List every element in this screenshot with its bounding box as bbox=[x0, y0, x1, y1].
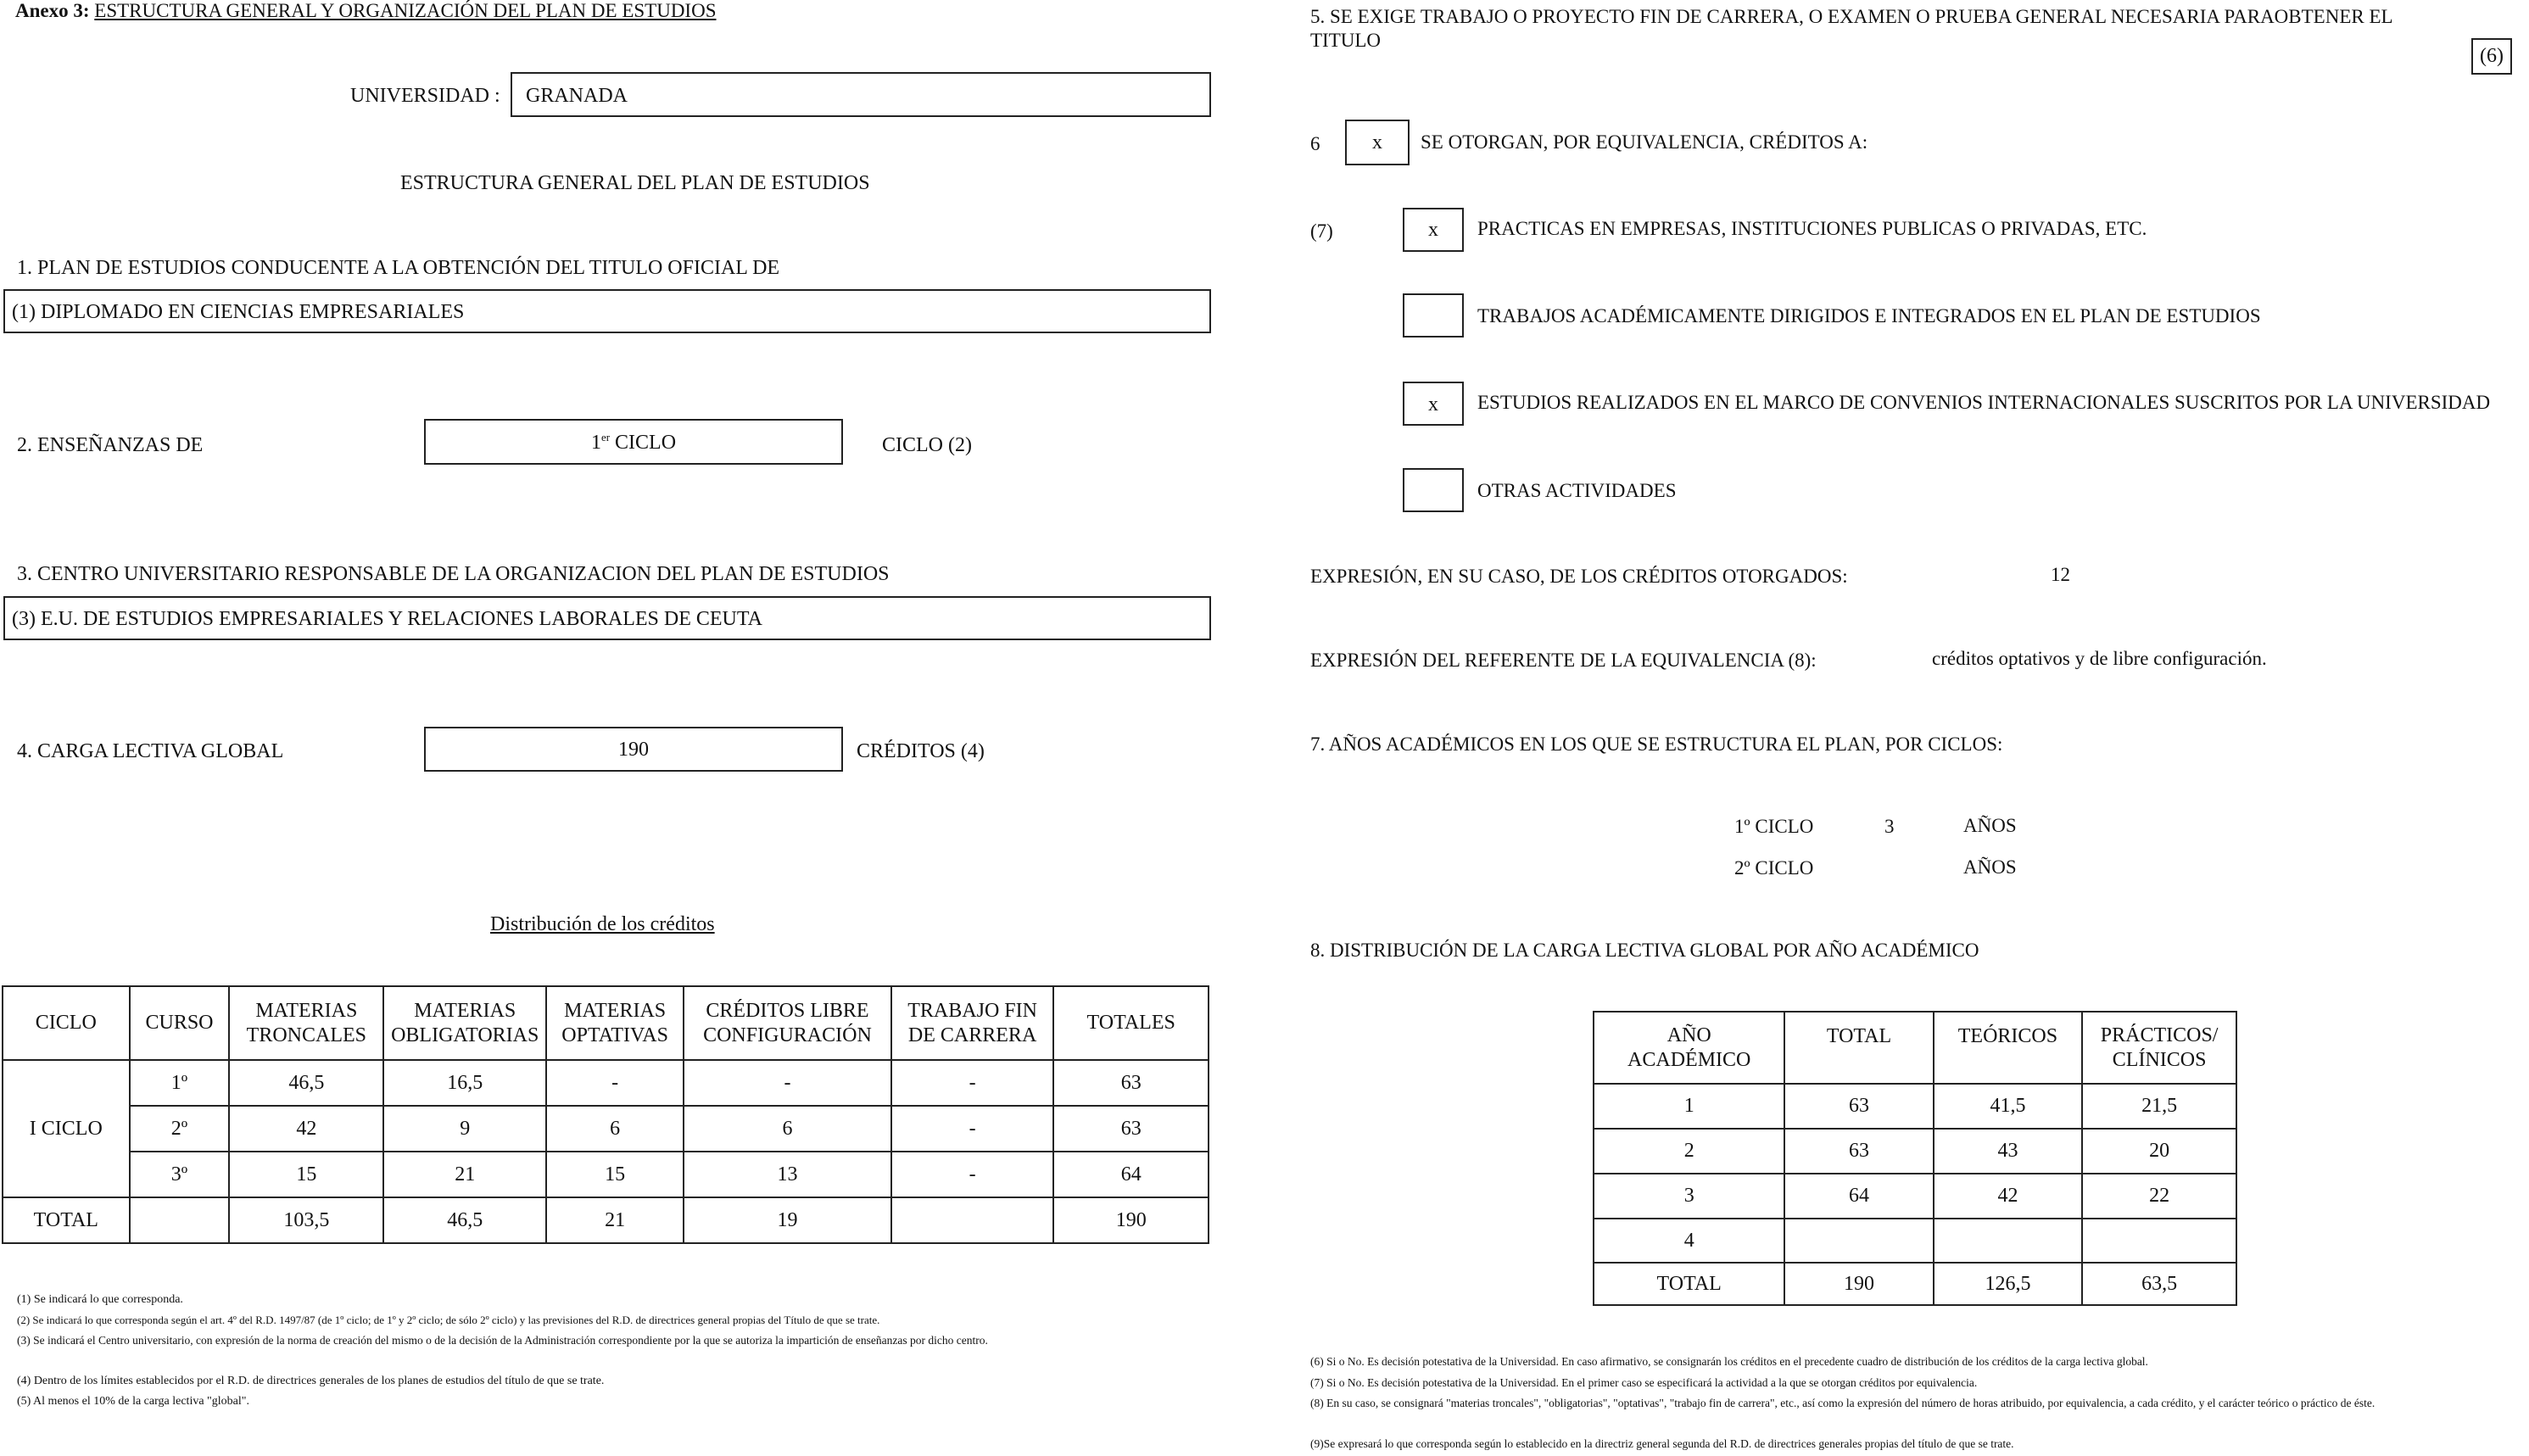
table-cell: 63 bbox=[1784, 1084, 1933, 1129]
table-cell: 6 bbox=[684, 1106, 891, 1152]
table-cell: 15 bbox=[546, 1152, 684, 1197]
header-cell: MATERIAS OBLIGATORIAS bbox=[383, 986, 546, 1060]
table-row bbox=[1594, 1174, 2236, 1219]
section-7-heading: 7. AÑOS ACADÉMICOS EN LOS QUE SE ESTRUCTURA EL PLAN, POR CICLOS: bbox=[1310, 734, 2003, 755]
ciclo-unit: AÑOS bbox=[1963, 815, 2017, 836]
ciclo-anos: 3 bbox=[1884, 816, 1895, 837]
table-cell bbox=[2082, 1219, 2236, 1263]
table-row bbox=[3, 1152, 1209, 1197]
table-cell: TOTAL bbox=[3, 1197, 130, 1243]
section-4-suffix: CRÉDITOS (4) bbox=[857, 740, 985, 762]
table-cell: - bbox=[891, 1060, 1054, 1106]
distribucion-title: Distribución de los créditos bbox=[490, 913, 715, 935]
table-cell: 2º bbox=[130, 1106, 230, 1152]
section-1-label: 1. PLAN DE ESTUDIOS CONDUCENTE A LA OBTENCIÓN DEL TITULO OFICIAL DE bbox=[17, 257, 780, 279]
ciclo-cell: I CICLO bbox=[3, 1060, 130, 1197]
table-total-row bbox=[1594, 1263, 2236, 1305]
table-cell: 19 bbox=[684, 1197, 891, 1243]
table-cell: 3º bbox=[130, 1152, 230, 1197]
header-cell: CURSO bbox=[130, 986, 230, 1060]
ensenanzas-value: 1er CICLO bbox=[590, 431, 677, 454]
expr-creditos-label: EXPRESIÓN, EN SU CASO, DE LOS CRÉDITOS OTORGADOS: bbox=[1310, 566, 1848, 587]
table-cell: 9 bbox=[383, 1106, 546, 1152]
header-cell: TOTAL bbox=[1784, 1012, 1933, 1084]
table-cell: 42 bbox=[1934, 1174, 2083, 1219]
table-cell: 1º bbox=[130, 1060, 230, 1106]
table-cell: 190 bbox=[1784, 1263, 1933, 1305]
footnote: (3) Se indicará el Centro universitario, con expresión de la norma de creación del mismo o de la decisión de la Administración correspondiente por la que se autoriza la impartición de enseñanzas por dicho centro. bbox=[17, 1334, 988, 1347]
section-4-label: 4. CARGA LECTIVA GLOBAL bbox=[17, 740, 284, 762]
centro-value: (3) E.U. DE ESTUDIOS EMPRESARIALES Y RELACIONES LABORALES DE CEUTA bbox=[12, 608, 762, 630]
table-cell: 15 bbox=[229, 1152, 383, 1197]
equivalencia-check-mark: x bbox=[1372, 131, 1382, 153]
option-check-mark: x bbox=[1428, 393, 1438, 416]
footnote: (1) Se indicará lo que corresponda. bbox=[17, 1293, 183, 1306]
ciclo-unit: AÑOS bbox=[1963, 856, 2017, 878]
table-cell: 21 bbox=[546, 1197, 684, 1243]
table-cell bbox=[891, 1197, 1054, 1243]
titulo-value: (1) DIPLOMADO EN CIENCIAS EMPRESARIALES bbox=[12, 301, 465, 323]
section-6-number: 6 bbox=[1310, 133, 1320, 154]
table-cell: 103,5 bbox=[229, 1197, 383, 1243]
header-cell: PRÁCTICOS/ CLÍNICOS bbox=[2082, 1012, 2236, 1084]
table-cell: - bbox=[546, 1060, 684, 1106]
table-cell: TOTAL bbox=[1594, 1263, 1784, 1305]
footnote: (4) Dentro de los límites establecidos por el R.D. de directrices generales de los planes de estudios del título de que se trate. bbox=[17, 1375, 605, 1387]
table-cell: 46,5 bbox=[383, 1197, 546, 1243]
table-cell: 16,5 bbox=[383, 1060, 546, 1106]
expr-ref-label: EXPRESIÓN DEL REFERENTE DE LA EQUIVALENCIA (8): bbox=[1310, 650, 1817, 671]
header-cell: MATERIAS TRONCALES bbox=[229, 986, 383, 1060]
table-row bbox=[1594, 1129, 2236, 1174]
footnote: (6) Si o No. Es decisión potestativa de la Universidad. En caso afirmativo, se consignarán los créditos en el precedente cuadro de distribución de los créditos de la carga lectiva global. bbox=[1310, 1355, 2148, 1368]
table-row bbox=[3, 1060, 1209, 1106]
section-6-text: SE OTORGAN, POR EQUIVALENCIA, CRÉDITOS A: bbox=[1421, 131, 1868, 153]
ciclo-label: 1º CICLO bbox=[1734, 816, 1814, 837]
table-cell: 126,5 bbox=[1934, 1263, 2083, 1305]
table-cell: - bbox=[891, 1152, 1054, 1197]
option-check-mark: x bbox=[1428, 219, 1438, 241]
table-cell bbox=[1784, 1219, 1933, 1263]
table-cell: 190 bbox=[1053, 1197, 1209, 1243]
table-cell: 42 bbox=[229, 1106, 383, 1152]
table-cell: 4 bbox=[1594, 1219, 1784, 1263]
option-label-otras: OTRAS ACTIVIDADES bbox=[1477, 480, 1677, 501]
ciclo-label: 2º CICLO bbox=[1734, 857, 1814, 879]
table-cell: 1 bbox=[1594, 1084, 1784, 1129]
footnote: (5) Al menos el 10% de la carga lectiva "global". bbox=[17, 1395, 249, 1408]
table-row bbox=[1594, 1084, 2236, 1129]
table-cell: 63 bbox=[1053, 1106, 1209, 1152]
table-header-row bbox=[1594, 1012, 2236, 1084]
table-cell: 20 bbox=[2082, 1129, 2236, 1174]
footnote: (2) Se indicará lo que corresponda según el art. 4º del R.D. 1497/87 (de 1º ciclo; de 1º y 2º ciclo; de sólo 2º ciclo) y las previsiones del R.D. de directrices general propias del Título de que se trate. bbox=[17, 1314, 880, 1326]
expr-creditos-value: 12 bbox=[2051, 564, 2070, 585]
option-checkbox-otras[interactable] bbox=[1403, 468, 1464, 512]
annex-heading: Anexo 3: ESTRUCTURA GENERAL Y ORGANIZACIÓN DEL PLAN DE ESTUDIOS bbox=[15, 0, 717, 21]
section-5-text: 5. SE EXIGE TRABAJO O PROYECTO FIN DE CARRERA, O EXAMEN O PRUEBA GENERAL NECESARIA PARAOBTENER EL TITULO bbox=[1310, 6, 2392, 51]
annex-title: ESTRUCTURA GENERAL Y ORGANIZACIÓN DEL PLAN DE ESTUDIOS bbox=[94, 0, 717, 21]
footnote: (8) En su caso, se consignará "materias troncales", "obligatorias", "optativas", "trabajo fin de carrera", etc., así como la expresión del número de horas atribuido, por equivalencia, a cada crédito, y el carácter teórico o práctico de éste. bbox=[1310, 1397, 2375, 1409]
distribucion-table bbox=[2, 985, 1209, 1244]
table-cell: - bbox=[684, 1060, 891, 1106]
header-cell: CICLO bbox=[3, 986, 130, 1060]
footnote: (7) Si o No. Es decisión potestativa de la Universidad. En el primer caso se especificará la actividad a la que se otorgan créditos por equivalencia. bbox=[1310, 1376, 1978, 1389]
table-cell: - bbox=[891, 1106, 1054, 1152]
table-header-row bbox=[3, 986, 1209, 1060]
table-cell: 22 bbox=[2082, 1174, 2236, 1219]
table-cell bbox=[130, 1197, 230, 1243]
table-cell: 43 bbox=[1934, 1129, 2083, 1174]
carga-value: 190 bbox=[618, 739, 649, 761]
universidad-value: GRANADA bbox=[526, 85, 628, 107]
header-cell: AÑO ACADÉMICO bbox=[1594, 1012, 1784, 1084]
header-cell: TRABAJO FIN DE CARRERA bbox=[891, 986, 1054, 1060]
section-2-label: 2. ENSEÑANZAS DE bbox=[17, 434, 204, 456]
year-table bbox=[1593, 1011, 2237, 1306]
table-cell: 13 bbox=[684, 1152, 891, 1197]
option-checkbox-trabajos[interactable] bbox=[1403, 293, 1464, 338]
header-cell: CRÉDITOS LIBRE CONFIGURACIÓN bbox=[684, 986, 891, 1060]
table-cell: 46,5 bbox=[229, 1060, 383, 1106]
table-cell: 3 bbox=[1594, 1174, 1784, 1219]
table-cell: 21 bbox=[383, 1152, 546, 1197]
footnote: (9)Se expresará lo que corresponda según lo establecido en la directriz general segunda del R.D. de directrices generales propias del título de que se trate. bbox=[1310, 1437, 2014, 1450]
expr-ref-value: créditos optativos y de libre configuración. bbox=[1932, 648, 2267, 669]
universidad-label: UNIVERSIDAD : bbox=[350, 85, 500, 107]
option-label-estudios: ESTUDIOS REALIZADOS EN EL MARCO DE CONVENIOS INTERNACIONALES SUSCRITOS POR LA UNIVERSIDAD bbox=[1477, 392, 2491, 413]
option-label-trabajos: TRABAJOS ACADÉMICAMENTE DIRIGIDOS E INTEGRADOS EN EL PLAN DE ESTUDIOS bbox=[1477, 305, 2261, 326]
section-8-heading: 8. DISTRIBUCIÓN DE LA CARGA LECTIVA GLOBAL POR AÑO ACADÉMICO bbox=[1310, 940, 1979, 961]
header-cell: MATERIAS OPTATIVAS bbox=[546, 986, 684, 1060]
header-cell: TEÓRICOS bbox=[1934, 1012, 2083, 1084]
section-3-label: 3. CENTRO UNIVERSITARIO RESPONSABLE DE LA ORGANIZACION DEL PLAN DE ESTUDIOS bbox=[17, 563, 890, 585]
table-total-row bbox=[3, 1197, 1209, 1243]
table-cell: 41,5 bbox=[1934, 1084, 2083, 1129]
table-cell: 64 bbox=[1784, 1174, 1933, 1219]
section-7-number: (7) bbox=[1310, 220, 1333, 242]
table-cell: 63 bbox=[1053, 1060, 1209, 1106]
section-2-suffix: CICLO (2) bbox=[882, 434, 972, 456]
table-cell: 2 bbox=[1594, 1129, 1784, 1174]
table-cell: 63 bbox=[1784, 1129, 1933, 1174]
header-cell: TOTALES bbox=[1053, 986, 1209, 1060]
option-label-practicas: PRACTICAS EN EMPRESAS, INSTITUCIONES PUBLICAS O PRIVADAS, ETC. bbox=[1477, 218, 2147, 239]
table-row bbox=[1594, 1219, 2236, 1263]
estructura-heading: ESTRUCTURA GENERAL DEL PLAN DE ESTUDIOS bbox=[400, 172, 870, 194]
table-cell: 63,5 bbox=[2082, 1263, 2236, 1305]
table-row bbox=[3, 1106, 1209, 1152]
table-cell: 64 bbox=[1053, 1152, 1209, 1197]
table-cell bbox=[1934, 1219, 2083, 1263]
table-cell: 6 bbox=[546, 1106, 684, 1152]
table-cell: 21,5 bbox=[2082, 1084, 2236, 1129]
section-5-value: (6) bbox=[2480, 45, 2504, 67]
